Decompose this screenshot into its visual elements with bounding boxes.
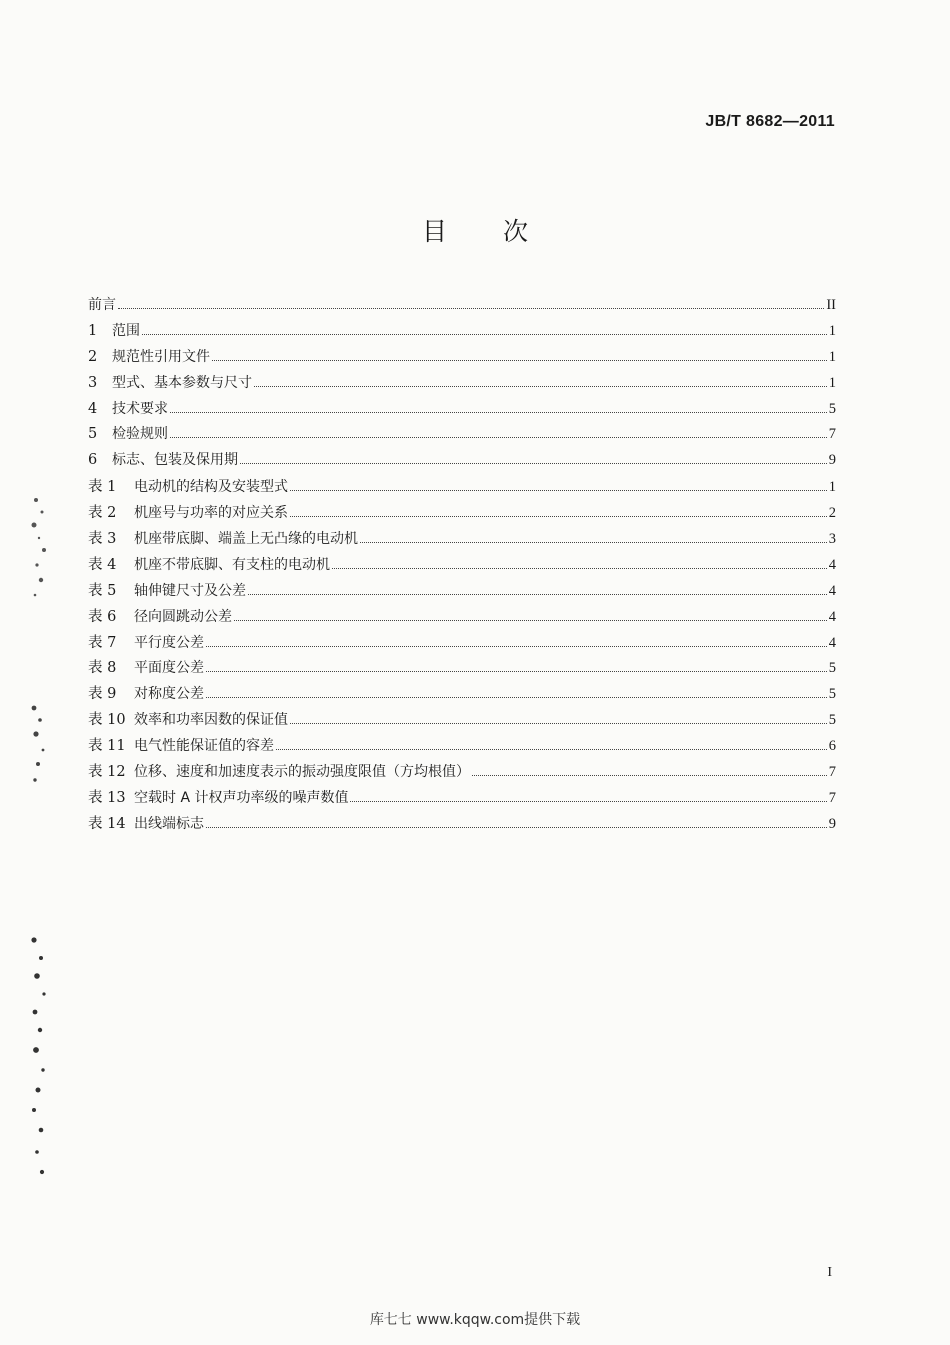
- toc-entry-page: II: [826, 297, 836, 313]
- toc-entry-title: 位移、速度和加速度表示的振动强度限值（方均根值）: [134, 764, 470, 781]
- dot-leader: [170, 437, 827, 438]
- download-watermark: 库七七 www.kqqw.com提供下载: [369, 1312, 581, 1328]
- dot-leader: [276, 749, 827, 750]
- toc-entry-title: 机座号与功率的对应关系: [134, 505, 288, 522]
- dot-leader: [290, 490, 827, 491]
- toc-entry-title: 对称度公差: [134, 686, 204, 703]
- toc-entry-title: 出线端标志: [134, 815, 204, 832]
- toc-entry[interactable]: [88, 708, 836, 734]
- toc-entry-page: 1: [828, 348, 836, 365]
- toc-entry-number: 表 3: [88, 531, 117, 548]
- toc-entry-page: 1: [828, 374, 836, 391]
- dot-leader: [332, 568, 827, 569]
- toc-entry-page: 2: [828, 505, 836, 522]
- toc-entry-title: 空载时 A 计权声功率级的噪声数值: [134, 789, 349, 806]
- toc-entry[interactable]: [88, 294, 836, 320]
- toc-entry-page: 7: [828, 789, 836, 806]
- table-of-contents: [88, 294, 836, 838]
- toc-entry-page: 4: [828, 608, 836, 625]
- toc-entry-page: 5: [828, 686, 836, 703]
- toc-entry-page: 6: [828, 738, 836, 755]
- toc-entry-title: 径向圆跳动公差: [134, 608, 232, 625]
- toc-entry[interactable]: [88, 579, 836, 605]
- toc-entry-number: 表 2: [88, 505, 117, 522]
- toc-entry-number: 表 14: [88, 815, 126, 832]
- toc-entry-page: 7: [828, 426, 836, 443]
- toc-entry[interactable]: [88, 320, 836, 346]
- toc-entry-number: 表 1: [88, 479, 117, 496]
- toc-entry-number: 表 5: [88, 582, 117, 599]
- toc-entry-number: 3: [88, 374, 98, 391]
- dot-leader: [290, 723, 827, 724]
- toc-entry[interactable]: [88, 346, 836, 372]
- dot-leader: [240, 463, 827, 464]
- toc-entry[interactable]: [88, 372, 836, 398]
- toc-entry-title: 技术要求: [112, 400, 168, 417]
- toc-entry-page: 5: [828, 400, 836, 417]
- toc-entry[interactable]: [88, 475, 836, 501]
- toc-entry-number: 表 10: [88, 712, 126, 729]
- toc-entry[interactable]: [88, 553, 836, 579]
- dot-leader: [206, 646, 827, 647]
- toc-entry-page: 1: [828, 479, 836, 496]
- toc-entry[interactable]: [88, 812, 836, 838]
- standard-number: JB/T 8682—2011: [705, 113, 835, 130]
- toc-entry-number: 表 6: [88, 608, 117, 625]
- toc-entry-number: 表 12: [88, 764, 126, 781]
- toc-entry-page: 7: [828, 764, 836, 781]
- toc-entry-number: 6: [88, 452, 98, 469]
- toc-entry[interactable]: [88, 682, 836, 708]
- toc-entry-number: 4: [88, 400, 98, 417]
- toc-entry-page: 1: [828, 322, 836, 339]
- dot-leader: [360, 542, 827, 543]
- toc-entry-title: 电动机的结构及安装型式: [134, 479, 288, 496]
- toc-entry-title: 标志、包装及保用期: [112, 452, 238, 469]
- toc-entry-title: 电气性能保证值的容差: [134, 738, 274, 755]
- page-number: I: [827, 1265, 832, 1280]
- toc-entry-title: 前言: [88, 297, 116, 313]
- page-title: 目次: [421, 217, 584, 246]
- toc-entry-number: 表 9: [88, 686, 117, 703]
- toc-entry[interactable]: [88, 398, 836, 424]
- dot-leader: [234, 620, 827, 621]
- toc-entry-title: 平行度公差: [134, 634, 204, 651]
- toc-entry-number: 表 13: [88, 789, 126, 806]
- scan-noise-decoration: [28, 490, 50, 610]
- toc-entry-title: 机座带底脚、端盖上无凸缘的电动机: [134, 531, 358, 548]
- toc-entry[interactable]: [88, 449, 836, 475]
- toc-entry[interactable]: [88, 631, 836, 657]
- toc-entry-number: 1: [88, 322, 98, 339]
- dot-leader: [254, 386, 827, 387]
- toc-entry-number: 表 11: [88, 738, 126, 755]
- toc-entry[interactable]: [88, 527, 836, 553]
- dot-leader: [142, 334, 827, 335]
- toc-entry-page: 4: [828, 634, 836, 651]
- toc-entry-page: 3: [828, 531, 836, 548]
- toc-entry[interactable]: [88, 501, 836, 527]
- toc-entry[interactable]: [88, 760, 836, 786]
- dot-leader: [248, 594, 827, 595]
- dot-leader: [206, 827, 827, 828]
- toc-entry[interactable]: [88, 605, 836, 631]
- dot-leader: [170, 412, 827, 413]
- toc-entry-title: 规范性引用文件: [112, 348, 210, 365]
- dot-leader: [118, 308, 824, 309]
- scan-noise-decoration: [28, 700, 50, 790]
- dot-leader: [290, 516, 827, 517]
- toc-entry[interactable]: [88, 656, 836, 682]
- toc-entry-title: 机座不带底脚、有支柱的电动机: [134, 556, 330, 573]
- toc-entry-title: 效率和功率因数的保证值: [134, 712, 288, 729]
- dot-leader: [206, 697, 827, 698]
- toc-entry[interactable]: [88, 786, 836, 812]
- toc-entry-title: 平面度公差: [134, 660, 204, 677]
- dot-leader: [206, 671, 827, 672]
- toc-entry-number: 表 4: [88, 556, 117, 573]
- toc-entry-page: 9: [828, 815, 836, 832]
- toc-entry-title: 范围: [112, 322, 140, 339]
- toc-entry[interactable]: [88, 423, 836, 449]
- toc-entry[interactable]: [88, 734, 836, 760]
- scan-noise-decoration: [28, 930, 50, 1190]
- toc-entry-number: 5: [88, 426, 98, 443]
- toc-entry-page: 5: [828, 712, 836, 729]
- dot-leader: [350, 801, 826, 802]
- toc-entry-number: 表 8: [88, 660, 117, 677]
- toc-entry-page: 4: [828, 556, 836, 573]
- toc-entry-title: 轴伸键尺寸及公差: [134, 582, 246, 599]
- dot-leader: [212, 360, 827, 361]
- toc-entry-title: 检验规则: [112, 426, 168, 443]
- dot-leader: [472, 775, 827, 776]
- toc-entry-page: 9: [828, 452, 836, 469]
- toc-entry-number: 表 7: [88, 634, 117, 651]
- toc-entry-page: 5: [828, 660, 836, 677]
- toc-entry-number: 2: [88, 348, 98, 365]
- toc-entry-title: 型式、基本参数与尺寸: [112, 374, 252, 391]
- toc-entry-page: 4: [828, 582, 836, 599]
